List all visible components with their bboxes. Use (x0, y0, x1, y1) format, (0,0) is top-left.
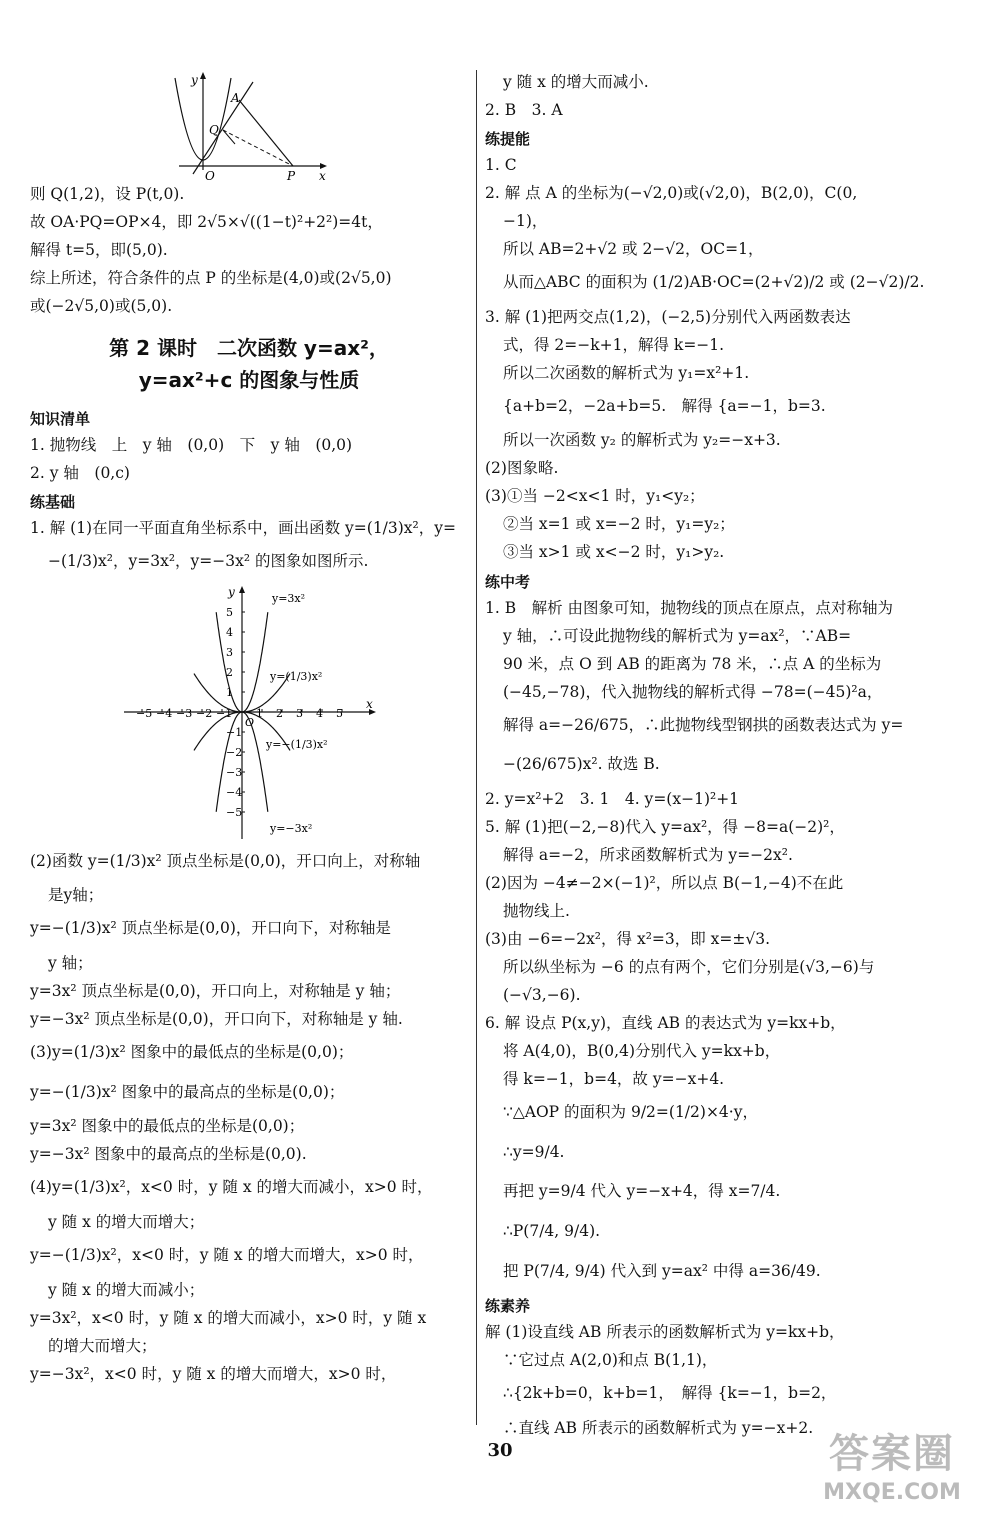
y-tick-label: 4 (226, 625, 233, 639)
text-line: 1. 抛物线 上 y 轴 (0,0) 下 y 轴 (0,0) (30, 436, 353, 455)
text-line: ∵它过点 A(2,0)和点 B(1,1)， (503, 1351, 718, 1370)
text-line: 2. y=x²+2 3. 1 4. y=(x−1)²+1 (485, 789, 740, 808)
label-P: P (287, 169, 296, 182)
literacy-lines (485, 1320, 975, 1440)
text-line: 2. B 3. A (485, 101, 563, 120)
text-line: y=3x² 图象中的最低点的坐标是(0,0)； (30, 1117, 305, 1136)
text-line: 综上所述，符合条件的点 P 的坐标是(4,0)或(2√5,0) (30, 269, 392, 288)
y-tick-label: −3 (226, 765, 243, 779)
x-tick-label: 4 (316, 706, 323, 720)
text-line: 1. 解 (1)在同一平面直角坐标系中，画出函数 y=(1/3)x²，y= (30, 519, 457, 538)
text-line: (−√3,−6). (503, 985, 581, 1004)
label-3x2: y=3x² (272, 591, 306, 605)
exam-lines (485, 596, 975, 1290)
text-line: y=−(1/3)x² 顶点坐标是(0,0)，开口向下，对称轴是 (30, 919, 391, 938)
text-line: y 随 x 的增大而减小. (503, 73, 649, 91)
y-tick-label: −2 (226, 745, 243, 759)
text-line: 3. 解 (1)把两交点(1,2)，(−2,5)分别代入两函数表达 (485, 307, 851, 326)
x-tick-label: −5 (136, 706, 153, 720)
text-line: ③当 x>1 或 x<−2 时，y₁>y₂. (503, 543, 725, 562)
text-line: 式，得 2=−k+1，解得 k=−1. (503, 335, 725, 354)
text-line: y 随 x 的增大而减小； (48, 1280, 205, 1299)
figure-geometry (169, 72, 329, 182)
y-tick-label: −1 (226, 725, 243, 739)
text-line: (3)y=(1/3)x² 图象中的最低点的坐标是(0,0)； (30, 1043, 354, 1062)
text-line: ∴{2k+b=0，k+b=1， 解得 {k=−1，b=2， (503, 1384, 837, 1403)
section-title-line-2: y=ax²+c 的图象与性质 (138, 368, 360, 393)
text-line: (−45,−78)，代入抛物线的解析式得 −78=(−45)²a， (503, 682, 883, 701)
x-tick-label: −2 (196, 706, 213, 720)
column-divider (476, 70, 477, 1425)
x-axis-label: x (366, 696, 373, 711)
knowledge-heading: 知识清单 (30, 410, 91, 429)
text-line: y=−(1/3)x² 图象中的最高点的坐标是(0,0)； (30, 1082, 345, 1101)
label-x: x (319, 169, 326, 182)
section-title (30, 332, 468, 396)
text-line: ∵△AOP 的面积为 9/2=(1/2)×4·y， (503, 1103, 758, 1122)
text-line: −(26/675)x². 故选 B. (503, 755, 660, 774)
text-line: y=−(1/3)x²，x<0 时，y 随 x 的增大而增大，x>0 时， (30, 1246, 424, 1265)
section-title-line-1: 第 2 课时 二次函数 y=ax²， (109, 336, 389, 361)
left-solution-lines (30, 182, 468, 318)
text-line: −(1/3)x²，y=3x²，y=−3x² 的图象如图所示. (48, 552, 369, 571)
x-tick-label: 2 (276, 706, 283, 720)
text-line: −1)， (503, 212, 548, 231)
text-line: 所以一次函数 y₂ 的解析式为 y₂=−x+3. (503, 431, 781, 450)
improve-lines (485, 153, 975, 564)
x-tick-label: −4 (156, 706, 173, 720)
improve-heading: 练提能 (485, 130, 531, 149)
label-A: A (231, 91, 240, 105)
x-tick-label: 5 (336, 706, 343, 720)
y-tick-label: 2 (226, 665, 233, 679)
right-column (485, 70, 975, 1444)
x-tick-label: 1 (256, 706, 263, 720)
figure-parabolas (114, 584, 384, 844)
text-line: y 轴，∴可设此抛物线的解析式为 y=ax²，∵AB= (503, 626, 852, 645)
label-third-x2: y=(1/3)x² (270, 669, 323, 683)
text-line: 把 P(7/4, 9/4) 代入到 y=ax² 中得 a=36/49. (503, 1261, 821, 1280)
text-line: 解得 a=−26/675，∴此抛物线型钢拱的函数表达式为 y= (503, 715, 904, 734)
text-line: (4)y=(1/3)x²，x<0 时，y 随 x 的增大而减小，x>0 时， (30, 1178, 433, 1197)
text-line: (2)函数 y=(1/3)x² 顶点坐标是(0,0)，开口向上，对称轴 (30, 851, 421, 870)
text-line: 再把 y=9/4 代入 y=−x+4，得 x=7/4. (503, 1182, 781, 1201)
text-line: 是y轴； (48, 886, 104, 905)
text-line: 6. 解 设点 P(x,y)，直线 AB 的表达式为 y=kx+b， (485, 1013, 846, 1032)
label-O: O (205, 169, 215, 182)
text-line: (2)图象略. (485, 459, 559, 478)
text-line: ∴P(7/4, 9/4). (503, 1221, 601, 1240)
text-line: 或(−2√5,0)或(5,0). (30, 297, 173, 316)
text-line: 抛物线上. (503, 901, 570, 920)
text-line: 得 k=−1，b=4，故 y=−x+4. (503, 1070, 725, 1088)
text-line: 5. 解 (1)把(−2,−8)代入 y=ax²，得 −8=a(−2)²， (485, 817, 845, 836)
basic-intro (30, 516, 468, 580)
text-line: 1. C (485, 156, 517, 175)
text-line: ∴y=9/4. (503, 1142, 565, 1161)
text-line: y 轴； (48, 954, 93, 973)
text-line: y=3x² 顶点坐标是(0,0)，开口向上，对称轴是 y 轴； (30, 982, 401, 1001)
text-line: y=−3x² 图象中的最高点的坐标是(0,0). (30, 1145, 307, 1164)
x-tick-label: 3 (296, 706, 303, 720)
text-line: 故 OA·PQ=OP×4，即 2√5×√((1−t)²+2²)=4t， (30, 213, 383, 232)
literacy-heading: 练素养 (485, 1297, 531, 1316)
text-line: (3)由 −6=−2x²，得 x²=3，即 x=±√3. (485, 929, 771, 948)
watermark-sub: MXQE.COM (823, 1480, 961, 1505)
text-line: ②当 x=1 或 x=−2 时，y₁=y₂； (503, 515, 735, 534)
text-line: 则 Q(1,2)，设 P(t,0). (30, 185, 185, 203)
text-line: 2. 解 点 A 的坐标为(−√2,0)或(√2,0)，B(2,0)，C(0, (485, 184, 858, 203)
y-axis-arrow (239, 586, 245, 593)
text-line: 解得 a=−2，所求函数解析式为 y=−2x². (503, 845, 793, 864)
text-line: 将 A(4,0)，B(0,4)分别代入 y=kx+b， (503, 1041, 781, 1060)
text-line: 的增大而增大； (48, 1336, 157, 1355)
text-line: {a+b=2，−2a+b=5. 解得 {a=−1，b=3. (503, 396, 826, 415)
origin-label: O (245, 715, 255, 729)
y-tick-label: −4 (226, 785, 243, 799)
text-line: y=3x²，x<0 时，y 随 x 的增大而减小，x>0 时，y 随 x (30, 1308, 427, 1327)
watermark-logo (792, 1428, 992, 1510)
exam-heading: 练中考 (485, 572, 531, 591)
label-y: y (191, 73, 198, 87)
text-line: y=−3x²，x<0 时，y 随 x 的增大而增大，x>0 时， (30, 1364, 397, 1383)
page-number: 30 (487, 1440, 513, 1461)
text-line: y=−3x² 顶点坐标是(0,0)，开口向下，对称轴是 y 轴. (30, 1010, 403, 1029)
y-tick-label: −5 (226, 805, 243, 819)
text-line: (3)①当 −2<x<1 时，y₁<y₂； (485, 487, 705, 506)
text-line: 1. B 解析 由图象可知，抛物线的顶点在原点，点对称轴为 (485, 598, 894, 617)
text-line: 所以 AB=2+√2 或 2−√2，OC=1， (503, 240, 764, 259)
y-axis-label: y (228, 584, 235, 599)
y-tick-label: 5 (226, 605, 233, 619)
basic-heading: 练基础 (30, 493, 76, 512)
text-line: 从而△ABC 的面积为 (1/2)AB·OC=(2+√2)/2 或 (2−√2)/2. (503, 273, 925, 292)
text-line: (2)因为 −4≠−2×(−1)²，所以点 B(−1,−4)不在此 (485, 873, 844, 892)
y-tick-label: 1 (226, 685, 233, 699)
label-neg-3x2: y=−3x² (270, 821, 313, 835)
label-neg-third-x2: y=−(1/3)x² (266, 737, 328, 751)
text-line: 解 (1)设直线 AB 所表示的函数解析式为 y=kx+b， (485, 1323, 845, 1342)
text-line: 所以二次函数的解析式为 y₁=x²+1. (503, 363, 750, 382)
text-line: 所以纵坐标为 −6 的点有两个，它们分别是(√3,−6)与 (503, 957, 875, 976)
knowledge-lines (30, 433, 468, 485)
y-tick-label: 3 (226, 645, 233, 659)
x-tick-label: −3 (176, 706, 193, 720)
left-column (30, 72, 468, 1390)
text-line: 2. y 轴 (0,c) (30, 464, 130, 483)
watermark-main: 答案圈 (829, 1431, 955, 1477)
right-top-lines (485, 70, 975, 122)
text-line: 90 米，点 O 到 AB 的距离为 78 米，∴点 A 的坐标为 (503, 654, 882, 673)
label-Q: Q (209, 123, 219, 137)
text-line: ∴直线 AB 所表示的函数解析式为 y=−x+2. (503, 1418, 814, 1437)
x-tick-label: −1 (216, 706, 233, 720)
basic-solution-lines (30, 844, 468, 1386)
text-line: 解得 t=5，即(5,0). (30, 241, 168, 260)
text-line: y 随 x 的增大而增大； (48, 1213, 205, 1232)
